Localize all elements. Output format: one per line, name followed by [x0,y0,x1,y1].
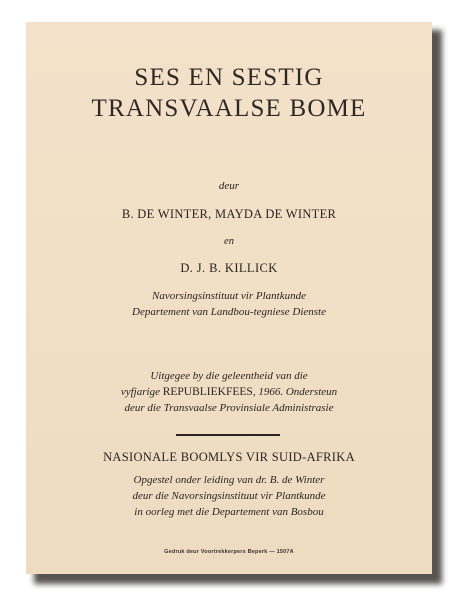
compiled-line-1: Opgestel onder leiding van dr. B. de Winter [133,474,325,486]
authors: B. DE WINTER, MAYDA DE WINTER [121,207,337,221]
compiled-line-3: in oorleg met die Departement van Bosbou [134,506,324,518]
divider-rule [176,434,280,436]
national-tree-list-heading: NASIONALE BOOMLYS VIR SUID-AFRIKA [103,450,355,464]
compiled-line-2: deur die Navorsingsinstituut vir Plantkunde [132,490,326,502]
title-page [26,22,432,574]
occasion-line-2-prefix: vyfjarige [120,386,163,398]
compiled-by [26,472,432,520]
book-title-line-2: TRANSVAALSE BOME [91,95,367,122]
third-author: D. J. B. KILLICK [180,261,278,275]
occasion-line-3: deur die Transvaalse Provinsiale Administrasie [124,402,334,414]
occasion-line-2 [26,384,432,400]
book-title-line-1: SES EN SESTIG [134,64,324,91]
byline: deur [218,180,240,192]
institute-line-1: Navorsingsinstituut vir Plantkunde [152,290,306,302]
conjunction: en [224,236,234,247]
occasion-line-2-suffix: , 1966. Ondersteun [252,386,338,398]
institute [26,288,432,320]
institute-line-2: Departement van Landbou-tegniese Dienste [132,306,326,318]
publication-occasion [26,368,432,416]
occasion-line-2-caps: REPUBLIEKFEES [162,386,253,398]
occasion-line-1: Uitgegee by die geleentheid van die [150,370,308,382]
book-title [26,62,432,124]
printer-imprint: Gedruk deur Voortrekkerpers Beperk — 1507A [164,549,294,555]
